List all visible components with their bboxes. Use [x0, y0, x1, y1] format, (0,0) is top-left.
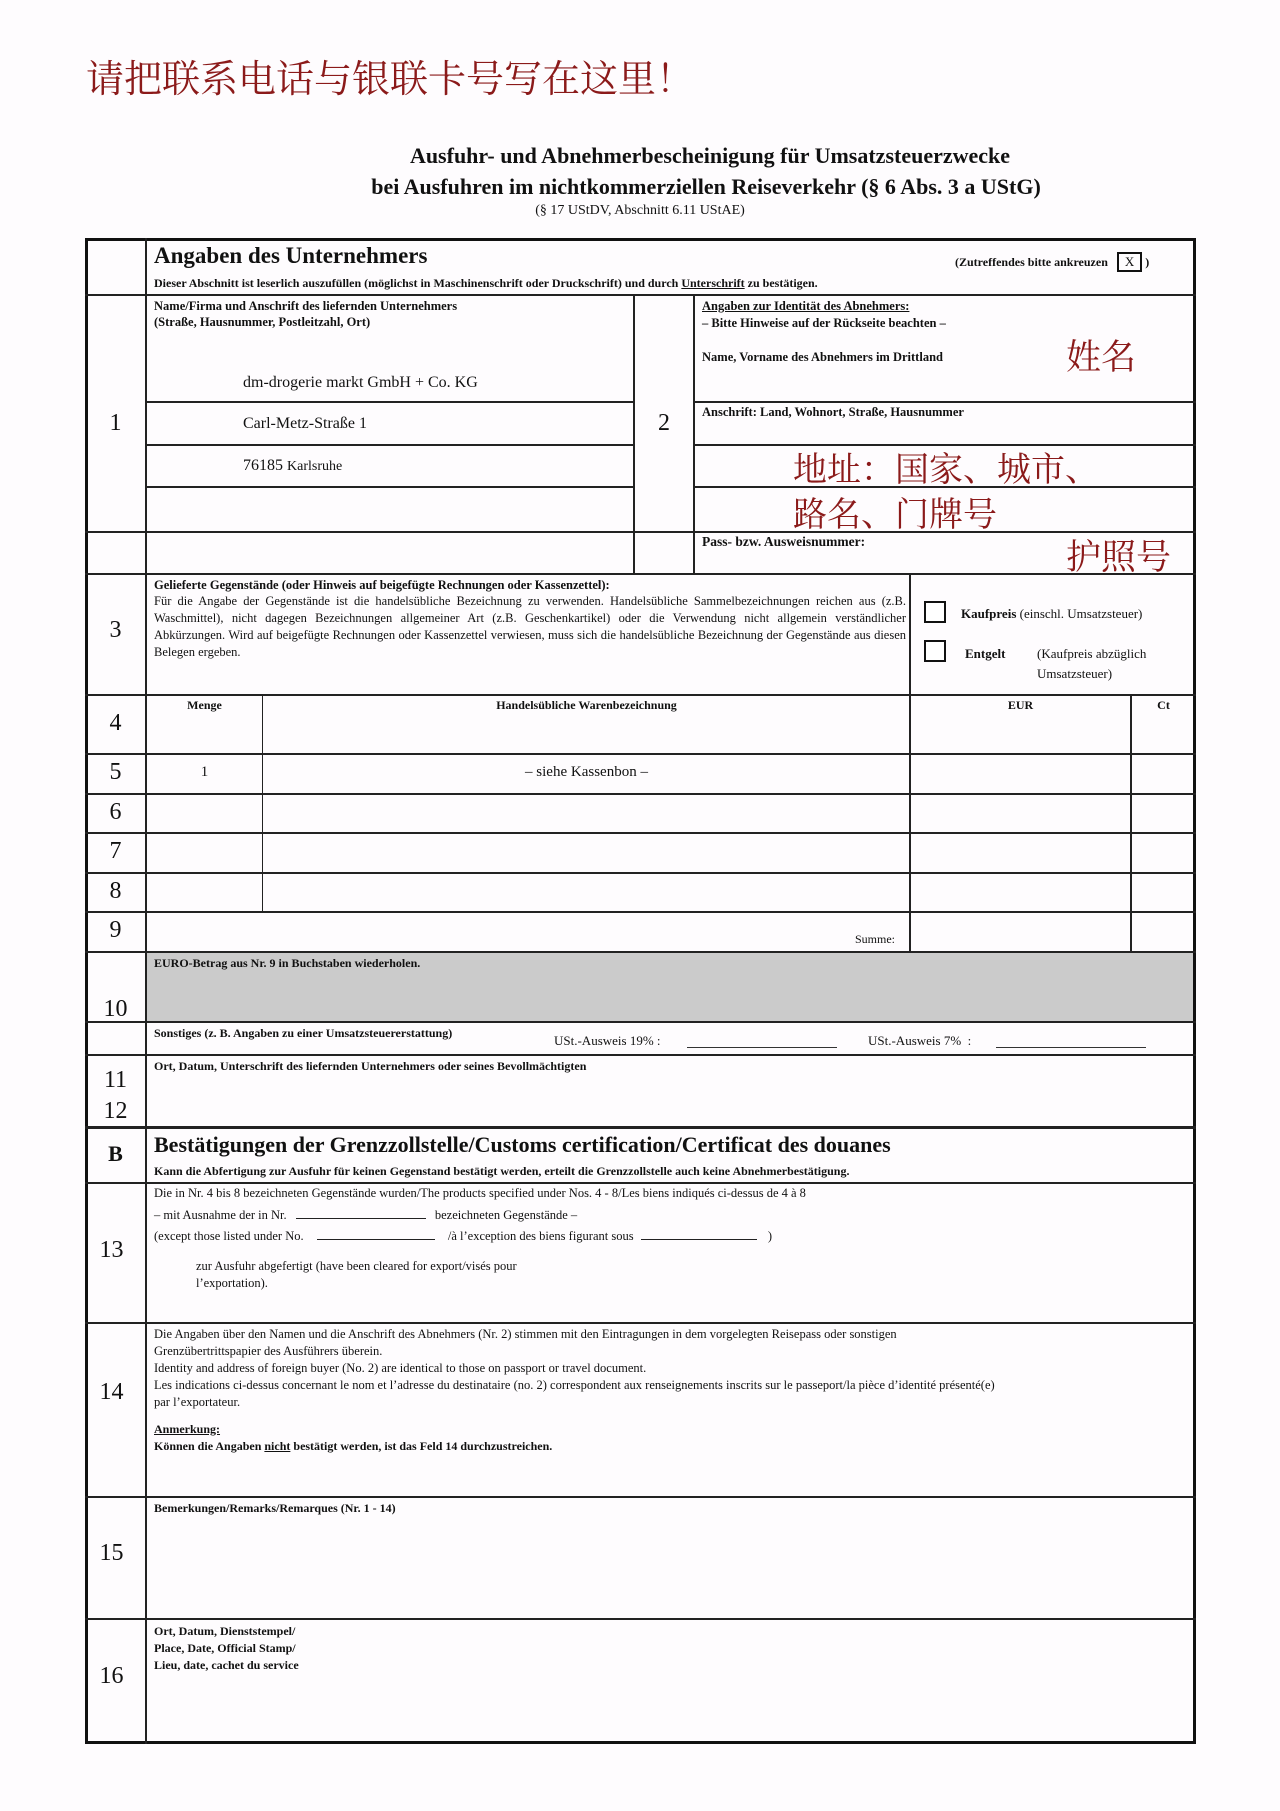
divider — [85, 1496, 1196, 1498]
field-number-16: 16 — [99, 1663, 124, 1689]
menge-cell[interactable]: 1 — [200, 764, 209, 780]
field-number-4: 4 — [109, 710, 122, 736]
section-a-description-underlined: Unterschrift — [681, 276, 745, 290]
note-underlined: nicht — [264, 1439, 291, 1453]
divider — [85, 294, 1196, 296]
field-16-label-line2: Place, Date, Official Stamp/ — [154, 1641, 296, 1655]
passport-number-field[interactable]: 护照号 — [1066, 538, 1172, 578]
field-14-line5: par l’exportateur. — [154, 1395, 241, 1409]
entgelt-checkbox[interactable] — [924, 640, 946, 662]
field-13-line4: zur Ausfuhr abgefertigt (have been cleared for export/visés pour — [196, 1259, 517, 1273]
ct-cell[interactable] — [1132, 755, 1194, 791]
field-15-label: Bemerkungen/Remarks/Remarques (Nr. 1 - 14) — [154, 1501, 396, 1515]
buyer-address-line2-field[interactable]: 路名、门牌号 — [793, 495, 997, 535]
remarks-field[interactable] — [147, 1518, 1193, 1616]
field-13-line3 — [154, 1227, 772, 1245]
menge-cell[interactable] — [147, 795, 261, 831]
divider — [85, 573, 1196, 575]
field-10-label: EURO-Betrag aus Nr. 9 in Buchstaben wiederholen. — [154, 956, 421, 970]
column-header-ct: Ct — [1157, 698, 1170, 712]
sum-eur-field[interactable] — [911, 913, 1129, 951]
supplier-postcode: 76185 — [243, 457, 283, 474]
buyer-address-label: Anschrift: Land, Wohnort, Straße, Hausnummer — [702, 405, 964, 419]
column-header-menge: Menge — [187, 698, 222, 712]
supplier-city-field[interactable] — [243, 457, 342, 475]
buyer-name-field[interactable]: 姓名 — [1066, 338, 1137, 378]
buyer-address-line1-field[interactable]: 地址：国家、城市、 — [793, 450, 1099, 490]
section-a-description — [154, 275, 818, 291]
exception-en-field[interactable] — [317, 1227, 435, 1240]
kaufpreis-label: Kaufpreis — [961, 606, 1017, 621]
divider — [85, 694, 1196, 696]
top-instruction-annotation: 请把联系电话与银联卡号写在这里！ — [86, 57, 695, 101]
supplier-company-field[interactable]: dm-drogerie markt GmbH + Co. KG — [243, 374, 478, 391]
divider — [85, 1182, 1196, 1184]
kaufpreis-option — [961, 606, 1142, 622]
kaufpreis-note: (einschl. Umsatzsteuer) — [1019, 606, 1143, 621]
exception-en-text: (except those listed under No. — [154, 1229, 304, 1243]
ct-cell[interactable] — [1132, 834, 1194, 870]
divider — [85, 1126, 1196, 1129]
divider — [85, 1021, 1196, 1023]
field-1-label-line2: (Straße, Hausnummer, Postleitzahl, Ort) — [154, 315, 371, 329]
sum-ct-field[interactable] — [1132, 913, 1194, 951]
exception-fr-field[interactable] — [641, 1227, 757, 1240]
eur-cell[interactable] — [911, 755, 1129, 791]
field-number-3: 3 — [109, 617, 122, 643]
divider — [85, 1618, 1196, 1620]
supplier-street-field[interactable]: Carl-Metz-Straße 1 — [243, 415, 367, 432]
field-2-heading: Angaben zur Identität des Abnehmers: — [702, 299, 910, 313]
section-a-description-end: zu bestätigen. — [744, 276, 818, 290]
vat-19-label: USt.-Ausweis 19% : — [554, 1033, 661, 1048]
divider — [85, 531, 1196, 533]
eur-cell[interactable] — [911, 874, 1129, 910]
table-row-number: 6 — [109, 799, 122, 825]
divider — [146, 401, 634, 403]
field-13-line1: Die in Nr. 4 bis 8 bezeichneten Gegenstände wurden/The products specified under Nos. 4 - 8/Les biens indiqués ci-dessus de 4 à 8 — [154, 1186, 806, 1200]
ct-cell[interactable] — [1132, 795, 1194, 831]
vat-7-label: USt.-Ausweis 7% : — [868, 1033, 972, 1048]
official-stamp-field[interactable] — [147, 1678, 1193, 1740]
passport-number-label: Pass- bzw. Ausweisnummer: — [702, 534, 866, 549]
field-number-15: 15 — [99, 1540, 124, 1566]
check-hint-close: ) — [1145, 255, 1150, 269]
section-a-check-hint — [955, 252, 1149, 272]
bezeichnung-cell[interactable] — [264, 874, 908, 910]
menge-cell[interactable] — [147, 874, 261, 910]
menge-cell[interactable] — [147, 834, 261, 870]
eur-cell[interactable] — [911, 795, 1129, 831]
field-14-line2: Grenzübertrittspapier des Ausführers überein. — [154, 1344, 383, 1358]
field-13-line5: l’exportation). — [196, 1276, 268, 1290]
document-subtitle: (§ 17 UStDV, Abschnitt 6.11 UStAE) — [535, 203, 745, 218]
field-3-label: Gelieferte Gegenstände (oder Hinweis auf beigefügte Rechnungen oder Kassenzettel): — [154, 578, 610, 592]
exception-text-end: bezeichneten Gegenstände – — [434, 1208, 578, 1222]
column-header-bezeichnung: Handelsübliche Warenbezeichnung — [496, 698, 677, 712]
divider — [85, 1054, 1196, 1056]
field-13-line2 — [154, 1206, 577, 1224]
bezeichnung-cell[interactable] — [264, 795, 908, 831]
note-text-end: bestätigt werden, ist das Feld 14 durchzustreichen. — [290, 1439, 553, 1453]
buyer-name-label: Name, Vorname des Abnehmers im Drittland — [702, 350, 943, 364]
field-number-14: 14 — [99, 1379, 124, 1405]
table-row-number: 5 — [109, 759, 122, 785]
sonstiges-label: Sonstiges (z. B. Angaben zu einer Umsatzsteuererstattung) — [154, 1026, 453, 1040]
table-row-number: 8 — [109, 878, 122, 904]
field-14-note — [154, 1438, 552, 1454]
vat-7-field[interactable] — [996, 1033, 1146, 1048]
field-number-2: 2 — [658, 410, 670, 436]
check-hint-text: (Zutreffendes bitte ankreuzen — [955, 255, 1108, 269]
bezeichnung-cell[interactable] — [264, 834, 908, 870]
entgelt-note-line2: Umsatzsteuer) — [1037, 666, 1113, 681]
section-b-title: Bestätigungen der Grenzzollstelle/Customs certification/Certificat des douanes — [154, 1132, 891, 1157]
entgelt-note-line1: (Kaufpreis abzüglich — [1037, 646, 1147, 661]
table-row-number: 7 — [109, 838, 122, 864]
field-number-11: 11 — [103, 1067, 128, 1093]
document-title-line1: Ausfuhr- und Abnehmerbescheinigung für Umsatzsteuerzwecke — [409, 143, 1011, 168]
field-14-line3: Identity and address of foreign buyer (No. 2) are identical to those on passport or travel document. — [154, 1361, 647, 1375]
supplier-city: Karlsruhe — [287, 459, 343, 474]
field-14-note-heading: Anmerkung: — [154, 1422, 221, 1436]
supplier-signature-field[interactable] — [147, 1076, 1193, 1124]
divider — [85, 1322, 1196, 1324]
document-title-line2: bei Ausfuhren im nichtkommerziellen Reiseverkehr (§ 6 Abs. 3 a UStG) — [371, 174, 1041, 199]
section-b-letter: B — [108, 1141, 123, 1166]
field-11-label: Ort, Datum, Unterschrift des liefernden Unternehmers oder seines Bevollmächtigten — [154, 1059, 587, 1073]
field-14-line1: Die Angaben über den Namen und die Anschrift des Abnehmers (Nr. 2) stimmen mit den Eintragungen in dem vorgelegten Reisepass oder sonstigen — [154, 1327, 897, 1341]
field-3-description: Für die Angabe der Gegenstände ist die handelsübliche Bezeichnung zu verwenden. Handelsübliche Sammelbezeichnungen reichen aus (z.B. Waschmittel), nicht dagegen Bezeichnungen allgemeiner Art (z.B. Geschenkartikel) oder die Verwendung nicht allgemein verständlicher Abkürzungen. Wird auf beigefügte Rechnungen oder Kassenzettel verwiesen, muss sich die handelsübliche Bezeichnung der Gegenstände aus diesen Belegen ergeben. — [154, 594, 906, 659]
field-16-label-line3: Lieu, date, cachet du service — [154, 1658, 299, 1672]
ct-cell[interactable] — [1132, 874, 1194, 910]
column-header-eur: EUR — [1007, 698, 1034, 712]
field-number-10: 10 — [103, 996, 128, 1022]
section-a-title: Angaben des Unternehmers — [154, 243, 428, 268]
field-14-line4: Les indications ci-dessus concernant le nom et l’adresse du destinataire (no. 2) correspondent aux renseignements inscrits sur le passeport/la pièce d’identité présenté(e) — [154, 1378, 995, 1392]
divider — [262, 695, 263, 912]
supplier-extra-field[interactable] — [147, 488, 632, 531]
divider — [694, 401, 1196, 403]
kaufpreis-checkbox[interactable] — [924, 601, 946, 623]
exception-number-field[interactable] — [296, 1206, 426, 1219]
field-number-13: 13 — [99, 1237, 124, 1263]
exception-close: ) — [767, 1229, 772, 1243]
field-number-9: 9 — [109, 917, 122, 943]
vat-19-field[interactable] — [687, 1033, 837, 1048]
check-hint-box: X — [1117, 252, 1142, 272]
entgelt-label: Entgelt — [965, 646, 1006, 661]
sum-label: Summe: — [855, 932, 896, 946]
field-number-12: 12 — [103, 1098, 128, 1124]
note-text: Können die Angaben — [154, 1439, 265, 1453]
field-2-note: – Bitte Hinweise auf der Rückseite beachten – — [702, 316, 946, 330]
field-16-label-line1: Ort, Datum, Dienststempel/ — [154, 1624, 296, 1638]
field-1-label-line1: Name/Firma und Anschrift des liefernden Unternehmers — [154, 299, 458, 313]
section-b-description: Kann die Abfertigung zur Ausfuhr für keinen Gegenstand bestätigt werden, erteilt die Grenzzollstelle auch keine Abnehmerbestätigung. — [154, 1164, 850, 1178]
exception-text: – mit Ausnahme der in Nr. — [154, 1208, 287, 1222]
section-a-description-text: Dieser Abschnitt ist leserlich auszufüllen (möglichst in Maschinenschrift oder Druckschrift) und durch — [154, 276, 682, 290]
exception-fr-text: /à l’exception des biens figurant sous — [447, 1229, 634, 1243]
bezeichnung-cell[interactable]: – siehe Kassenbon – — [525, 764, 648, 780]
divider — [146, 444, 634, 446]
field-number-1: 1 — [109, 410, 122, 436]
eur-cell[interactable] — [911, 834, 1129, 870]
